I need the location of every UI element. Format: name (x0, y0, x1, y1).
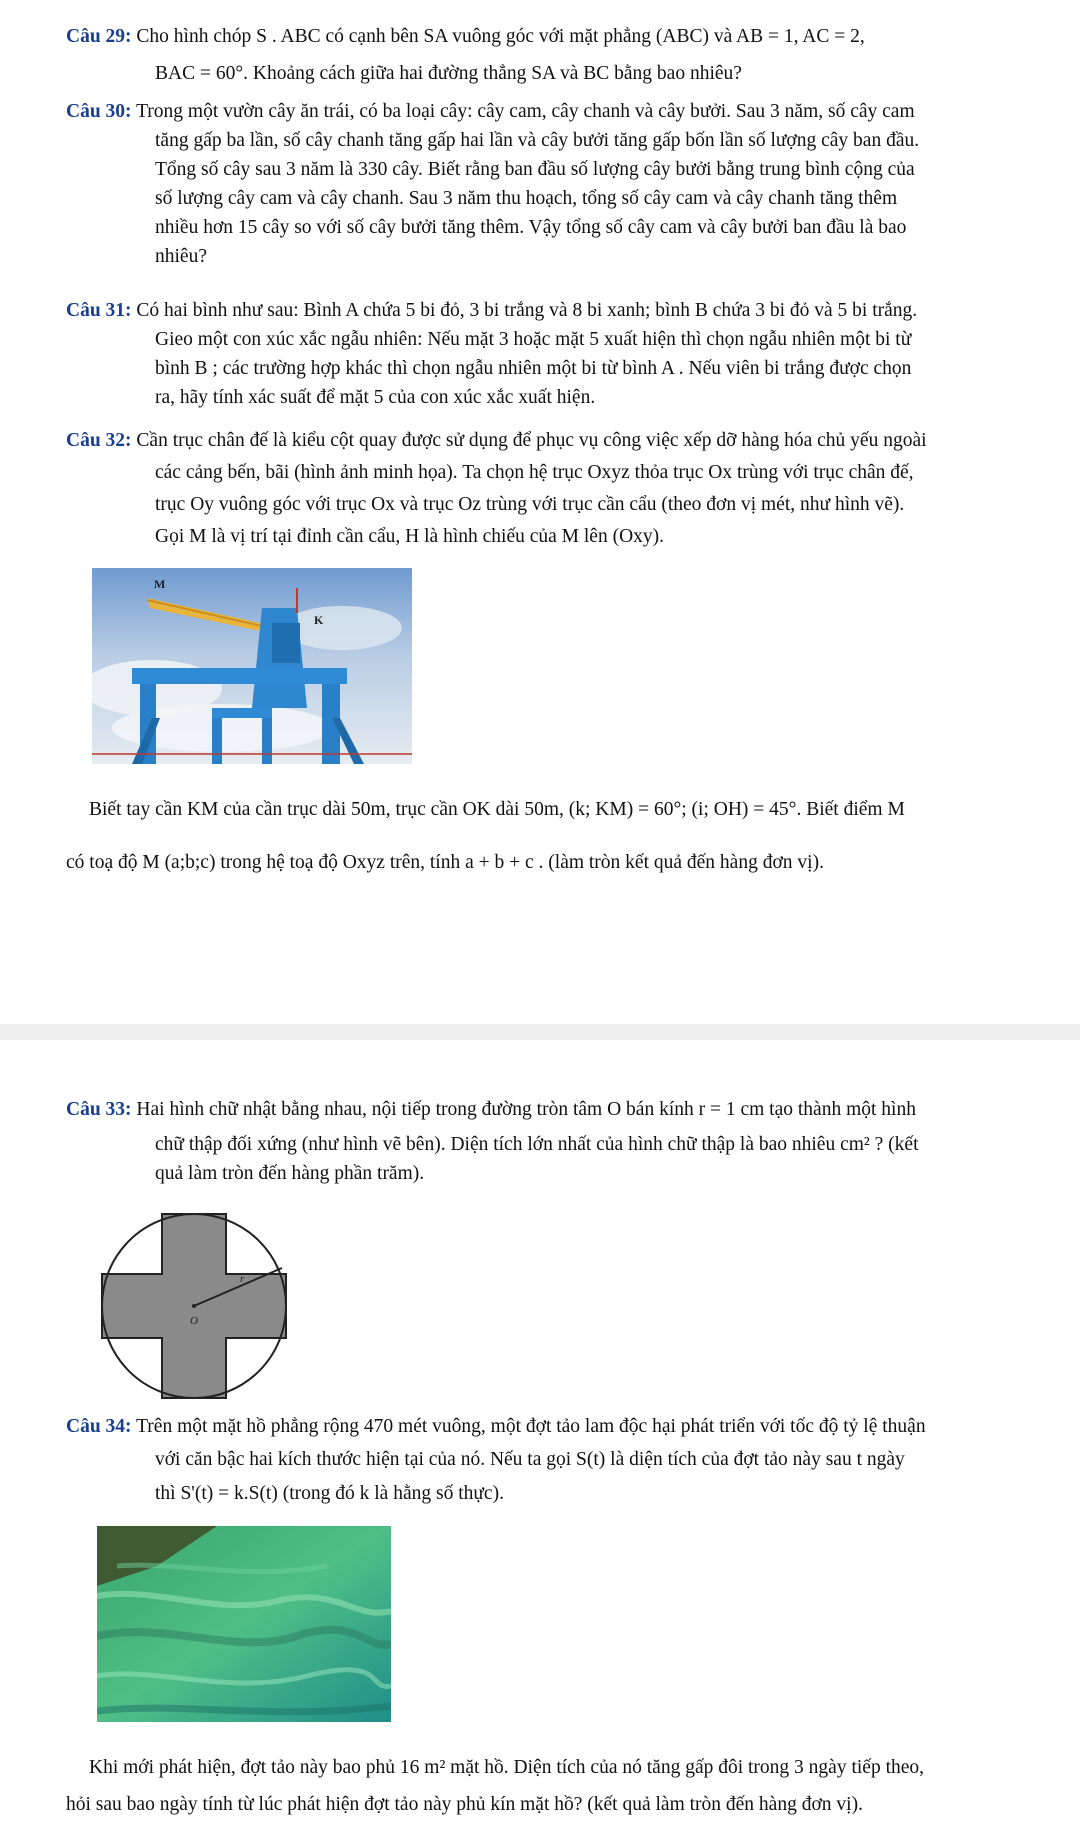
question-text: Có hai bình như sau: Bình A chứa 5 bi đỏ, 3 bi trắng và 8 bi xanh; bình B chứa 3 bi đỏ và 5 bi trắng. (136, 300, 918, 321)
question-label: Câu 29: (66, 26, 132, 47)
question-text: nhiêu? (155, 246, 207, 267)
radius-label-r: r (240, 1273, 245, 1285)
crane-illustration (92, 568, 412, 764)
question-30 (66, 97, 1026, 271)
algae-lake-photo (97, 1526, 391, 1722)
cross-diagram (98, 1210, 290, 1402)
question-32-continuation: có toạ độ M (a;b;c) trong hệ toạ độ Oxyz trên, tính a + b + c . (làm tròn kết quả đến hàng đơn vị). (66, 852, 824, 873)
question-text: Tổng số cây sau 3 năm là 330 cây. Biết rằng ban đầu số lượng cây bưởi bằng trung bình cộng của (155, 159, 915, 180)
question-text: Hai hình chữ nhật bằng nhau, nội tiếp trong đường tròn tâm O bán kính r = 1 cm tạo thành một hình (136, 1099, 916, 1120)
question-text: tăng gấp ba lần, số cây chanh tăng gấp hai lần và cây bưởi tăng gấp bốn lần số lượng cây ban đầu. (155, 130, 920, 151)
question-label: Câu 30: (66, 101, 132, 122)
question-text: Cho hình chóp S . ABC có cạnh bên SA vuông góc với mặt phẳng (ABC) và AB = 1, AC = 2, (136, 26, 865, 47)
center-label-o: O (190, 1315, 198, 1327)
question-text: quả làm tròn đến hàng phần trăm). (155, 1163, 425, 1184)
page-2 (0, 1040, 1080, 1842)
question-31 (66, 296, 1026, 412)
question-32 (66, 426, 1026, 551)
question-34 (66, 1412, 1031, 1508)
question-text: số lượng cây cam và cây chanh. Sau 3 năm thu hoạch, tổng số cây cam và cây chanh tăng thêm (155, 188, 898, 209)
question-label: Câu 31: (66, 300, 132, 321)
question-text: bình B ; các trường hợp khác thì chọn ngẫu nhiên một bi từ bình A . Nếu viên bi trắng được chọn (155, 358, 912, 379)
cross-in-circle-figure (98, 1210, 290, 1402)
crane-photo (92, 568, 412, 764)
question-29 (66, 22, 1026, 88)
question-text: Trên một mặt hồ phẳng rộng 470 mét vuông, một đợt tảo lam độc hại phát triển với tốc độ tỷ lệ thuận (136, 1416, 926, 1437)
question-label: Câu 32: (66, 430, 132, 451)
question-label: Câu 34: (66, 1416, 132, 1437)
question-text: Trong một vườn cây ăn trái, có ba loại cây: cây cam, cây chanh và cây bưởi. Sau 3 năm, số cây cam (136, 101, 915, 122)
question-text: Gọi M là vị trí tại đỉnh cần cẩu, H là hình chiếu của M lên (Oxy). (155, 526, 665, 547)
question-text: nhiều hơn 15 cây so với số cây bưởi tăng thêm. Vậy tổng số cây cam và cây bưởi ban đầu là bao (155, 217, 907, 238)
question-text: chữ thập đối xứng (như hình vẽ bên). Diện tích lớn nhất của hình chữ thập là bao nhiêu cm² ? (kết (155, 1134, 919, 1155)
crane-label-k: K (314, 613, 324, 627)
crane-label-m: M (154, 577, 166, 591)
question-text: Cần trục chân đế là kiểu cột quay được sử dụng để phục vụ công việc xếp dỡ hàng hóa chủ yếu ngoài (136, 430, 927, 451)
question-text: với căn bậc hai kích thước hiện tại của nó. Nếu ta gọi S(t) là diện tích của đợt tảo này sau t ngày (155, 1449, 905, 1470)
question-33 (66, 1095, 1031, 1188)
question-32-continuation: Biết tay cần KM của cần trục dài 50m, trục cần OK dài 50m, (k; KM) = 60°; (i; OH) = 45°. Biết điểm M (89, 799, 905, 820)
question-text: các cảng bến, bãi (hình ảnh minh họa). Ta chọn hệ trục Oxyz thỏa trục Ox trùng với trục chân đế, (155, 462, 914, 483)
question-34-continuation: hỏi sau bao ngày tính từ lúc phát hiện đợt tảo này phủ kín mặt hồ? (kết quả làm tròn đến hàng đơn vị). (66, 1794, 863, 1815)
question-text: ra, hãy tính xác suất để mặt 5 của con xúc xắc xuất hiện. (155, 387, 596, 408)
question-text: BAC = 60°. Khoảng cách giữa hai đường thẳng SA và BC bằng bao nhiêu? (155, 63, 742, 84)
question-34-continuation: Khi mới phát hiện, đợt tảo này bao phủ 16 m² mặt hồ. Diện tích của nó tăng gấp đôi trong 3 ngày tiếp theo, (89, 1757, 925, 1778)
question-text: trục Oy vuông góc với trục Ox và trục Oz trùng với trục cần cẩu (theo đơn vị mét, như hình vẽ). (155, 494, 905, 515)
question-label: Câu 33: (66, 1099, 132, 1120)
question-text: thì S'(t) = k.S(t) (trong đó k là hằng số thực). (155, 1483, 504, 1504)
question-text: Gieo một con xúc xắc ngẫu nhiên: Nếu mặt 3 hoặc mặt 5 xuất hiện thì chọn ngẫu nhiên một bi từ (155, 329, 912, 350)
page-divider (0, 1024, 1080, 1040)
algae-illustration (97, 1526, 391, 1722)
